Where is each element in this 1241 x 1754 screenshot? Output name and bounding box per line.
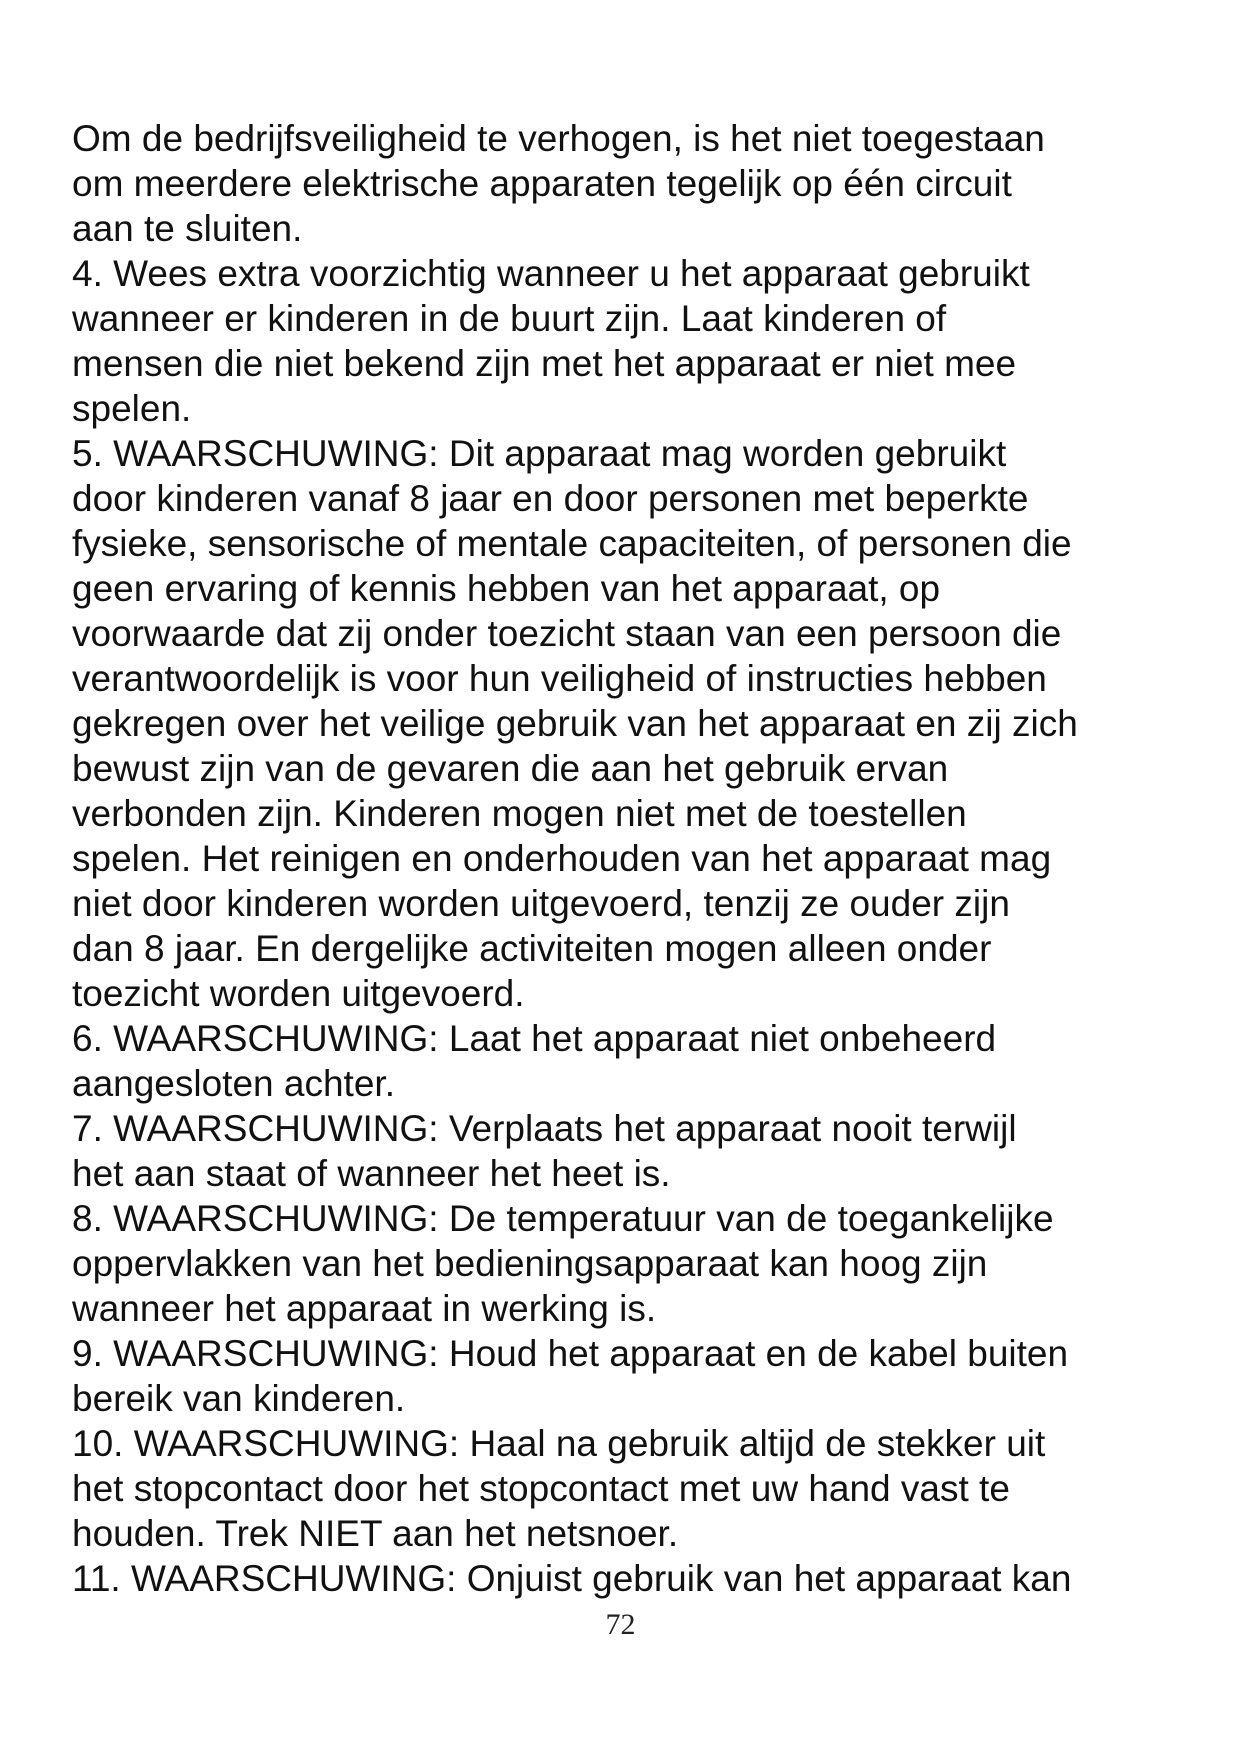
text-line: wanneer het apparaat in werking is.	[72, 1288, 657, 1329]
text-line: 10. WAARSCHUWING: Haal na gebruik altijd de stekker uit	[72, 1423, 1046, 1464]
text-line: het aan staat of wanneer het heet is.	[72, 1153, 671, 1194]
page-number: 72	[605, 1608, 636, 1641]
text-line: gekregen over het veilige gebruik van het apparaat en zij zich	[72, 703, 1078, 744]
text-line: aangesloten achter.	[72, 1063, 395, 1104]
text-line: 9. WAARSCHUWING: Houd het apparaat en de kabel buiten	[72, 1333, 1069, 1374]
text-line: 7. WAARSCHUWING: Verplaats het apparaat nooit terwijl	[72, 1108, 1017, 1149]
text-line: niet door kinderen worden uitgevoerd, tenzij ze ouder zijn	[72, 883, 1010, 924]
text-line: geen ervaring of kennis hebben van het apparaat, op	[72, 568, 941, 609]
text-line: spelen. Het reinigen en onderhouden van het apparaat mag	[72, 838, 1052, 879]
text-line: wanneer er kinderen in de buurt zijn. Laat kinderen of	[72, 298, 947, 339]
text-line: toezicht worden uitgevoerd.	[72, 973, 525, 1014]
text-line: aan te sluiten.	[72, 208, 303, 249]
text-line: voorwaarde dat zij onder toezicht staan van een persoon die	[72, 613, 1062, 654]
text-line: houden. Trek NIET aan het netsnoer.	[72, 1513, 679, 1554]
text-line: mensen die niet bekend zijn met het apparaat er niet mee	[72, 343, 1017, 384]
text-line: Om de bedrijfsveiligheid te verhogen, is het niet toegestaan	[72, 118, 1045, 159]
text-line: bewust zijn van de gevaren die aan het gebruik ervan	[72, 748, 949, 789]
text-line: bereik van kinderen.	[72, 1378, 406, 1419]
text-line: 11. WAARSCHUWING: Onjuist gebruik van het apparaat kan	[72, 1558, 1072, 1599]
text-line: dan 8 jaar. En dergelijke activiteiten mogen alleen onder	[72, 928, 992, 969]
text-line: door kinderen vanaf 8 jaar en door personen met beperkte	[72, 478, 1029, 519]
text-line: 4. Wees extra voorzichtig wanneer u het apparaat gebruikt	[72, 253, 1030, 294]
text-line: spelen.	[72, 388, 192, 429]
text-line: 5. WAARSCHUWING: Dit apparaat mag worden gebruikt	[72, 433, 1007, 474]
text-line: fysieke, sensorische of mentale capaciteiten, of personen die	[72, 523, 1072, 564]
text-line: om meerdere elektrische apparaten tegelijk op één circuit	[72, 163, 1012, 204]
text-line: 6. WAARSCHUWING: Laat het apparaat niet onbeheerd	[72, 1018, 997, 1059]
text-line: oppervlakken van het bedieningsapparaat kan hoog zijn	[72, 1243, 988, 1284]
text-line: verbonden zijn. Kinderen mogen niet met de toestellen	[72, 793, 967, 834]
text-line: verantwoordelijk is voor hun veiligheid of instructies hebben	[72, 658, 1047, 699]
text-line: het stopcontact door het stopcontact met uw hand vast te	[72, 1468, 1010, 1509]
body-text	[72, 116, 1182, 1601]
text-line: 8. WAARSCHUWING: De temperatuur van de toegankelijke	[72, 1198, 1054, 1239]
